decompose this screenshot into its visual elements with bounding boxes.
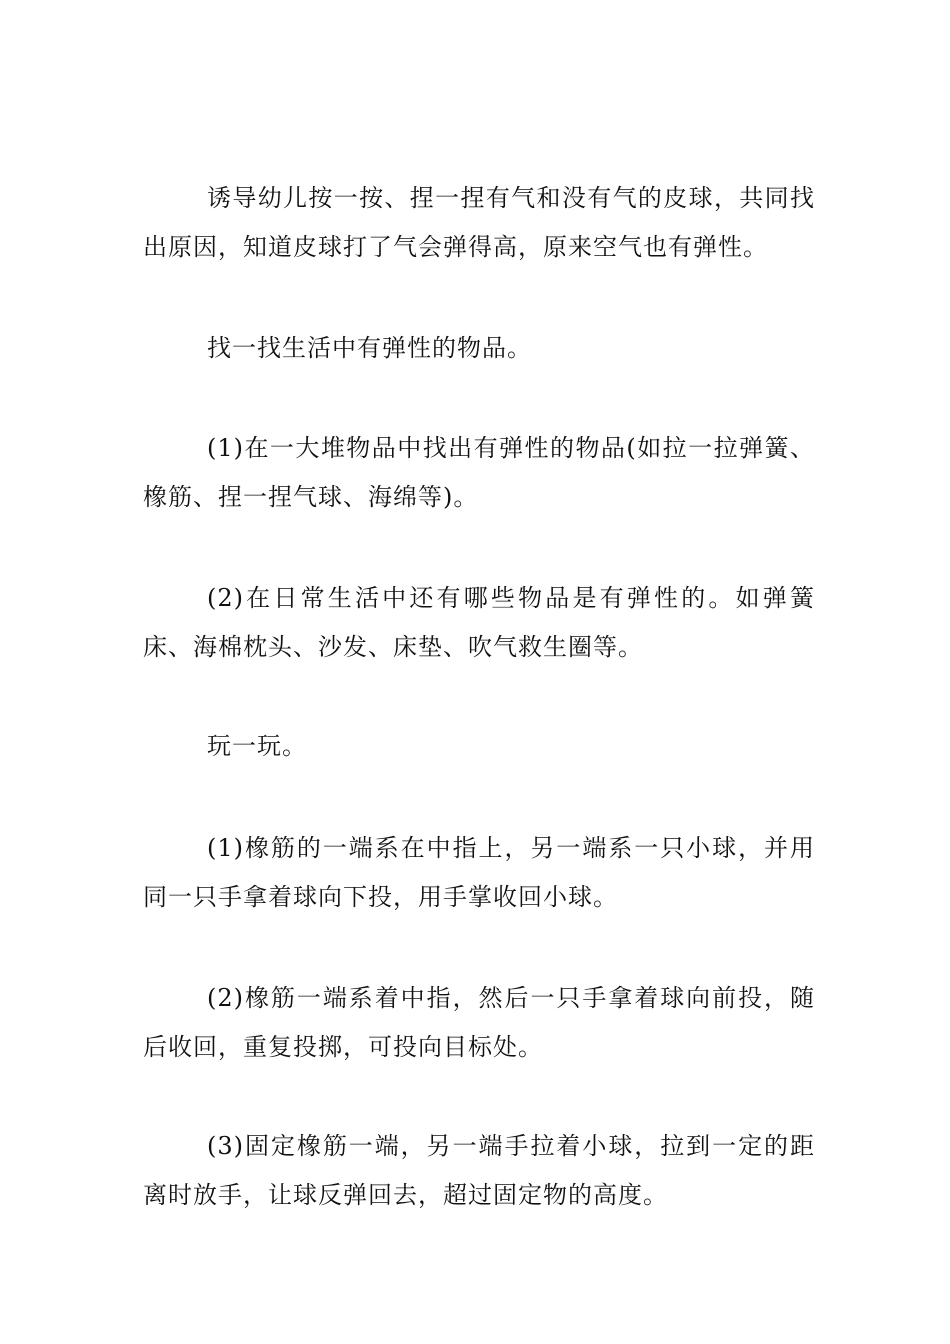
paragraph-6: (1)橡筋的一端系在中指上，另一端系一只小球，并用同一只手拿着球向下投，用手掌收回小球。 (143, 834, 815, 911)
paragraph-7: (2)橡筋一端系着中指，然后一只手拿着球向前投，随后收回，重复投掷，可投向目标处。 (143, 984, 815, 1061)
paragraph-5: 玩一玩。 (207, 732, 307, 760)
paragraph-8: (3)固定橡筋一端，另一端手拉着小球，拉到一定的距离时放手，让球反弹回去，超过固定物的高度。 (143, 1132, 815, 1209)
paragraph-1: 诱导幼儿按一按、捏一捏有气和没有气的皮球，共同找出原因，知道皮球打了气会弹得高，原来空气也有弹性。 (143, 184, 815, 261)
paragraph-4: (2)在日常生活中还有哪些物品是有弹性的。如弹簧床、海棉枕头、沙发、床垫、吹气救生圈等。 (143, 584, 815, 661)
paragraph-3: (1)在一大堆物品中找出有弹性的物品(如拉一拉弹簧、橡筋、捏一捏气球、海绵等)。 (143, 434, 815, 511)
paragraph-2: 找一找生活中有弹性的物品。 (207, 334, 532, 362)
